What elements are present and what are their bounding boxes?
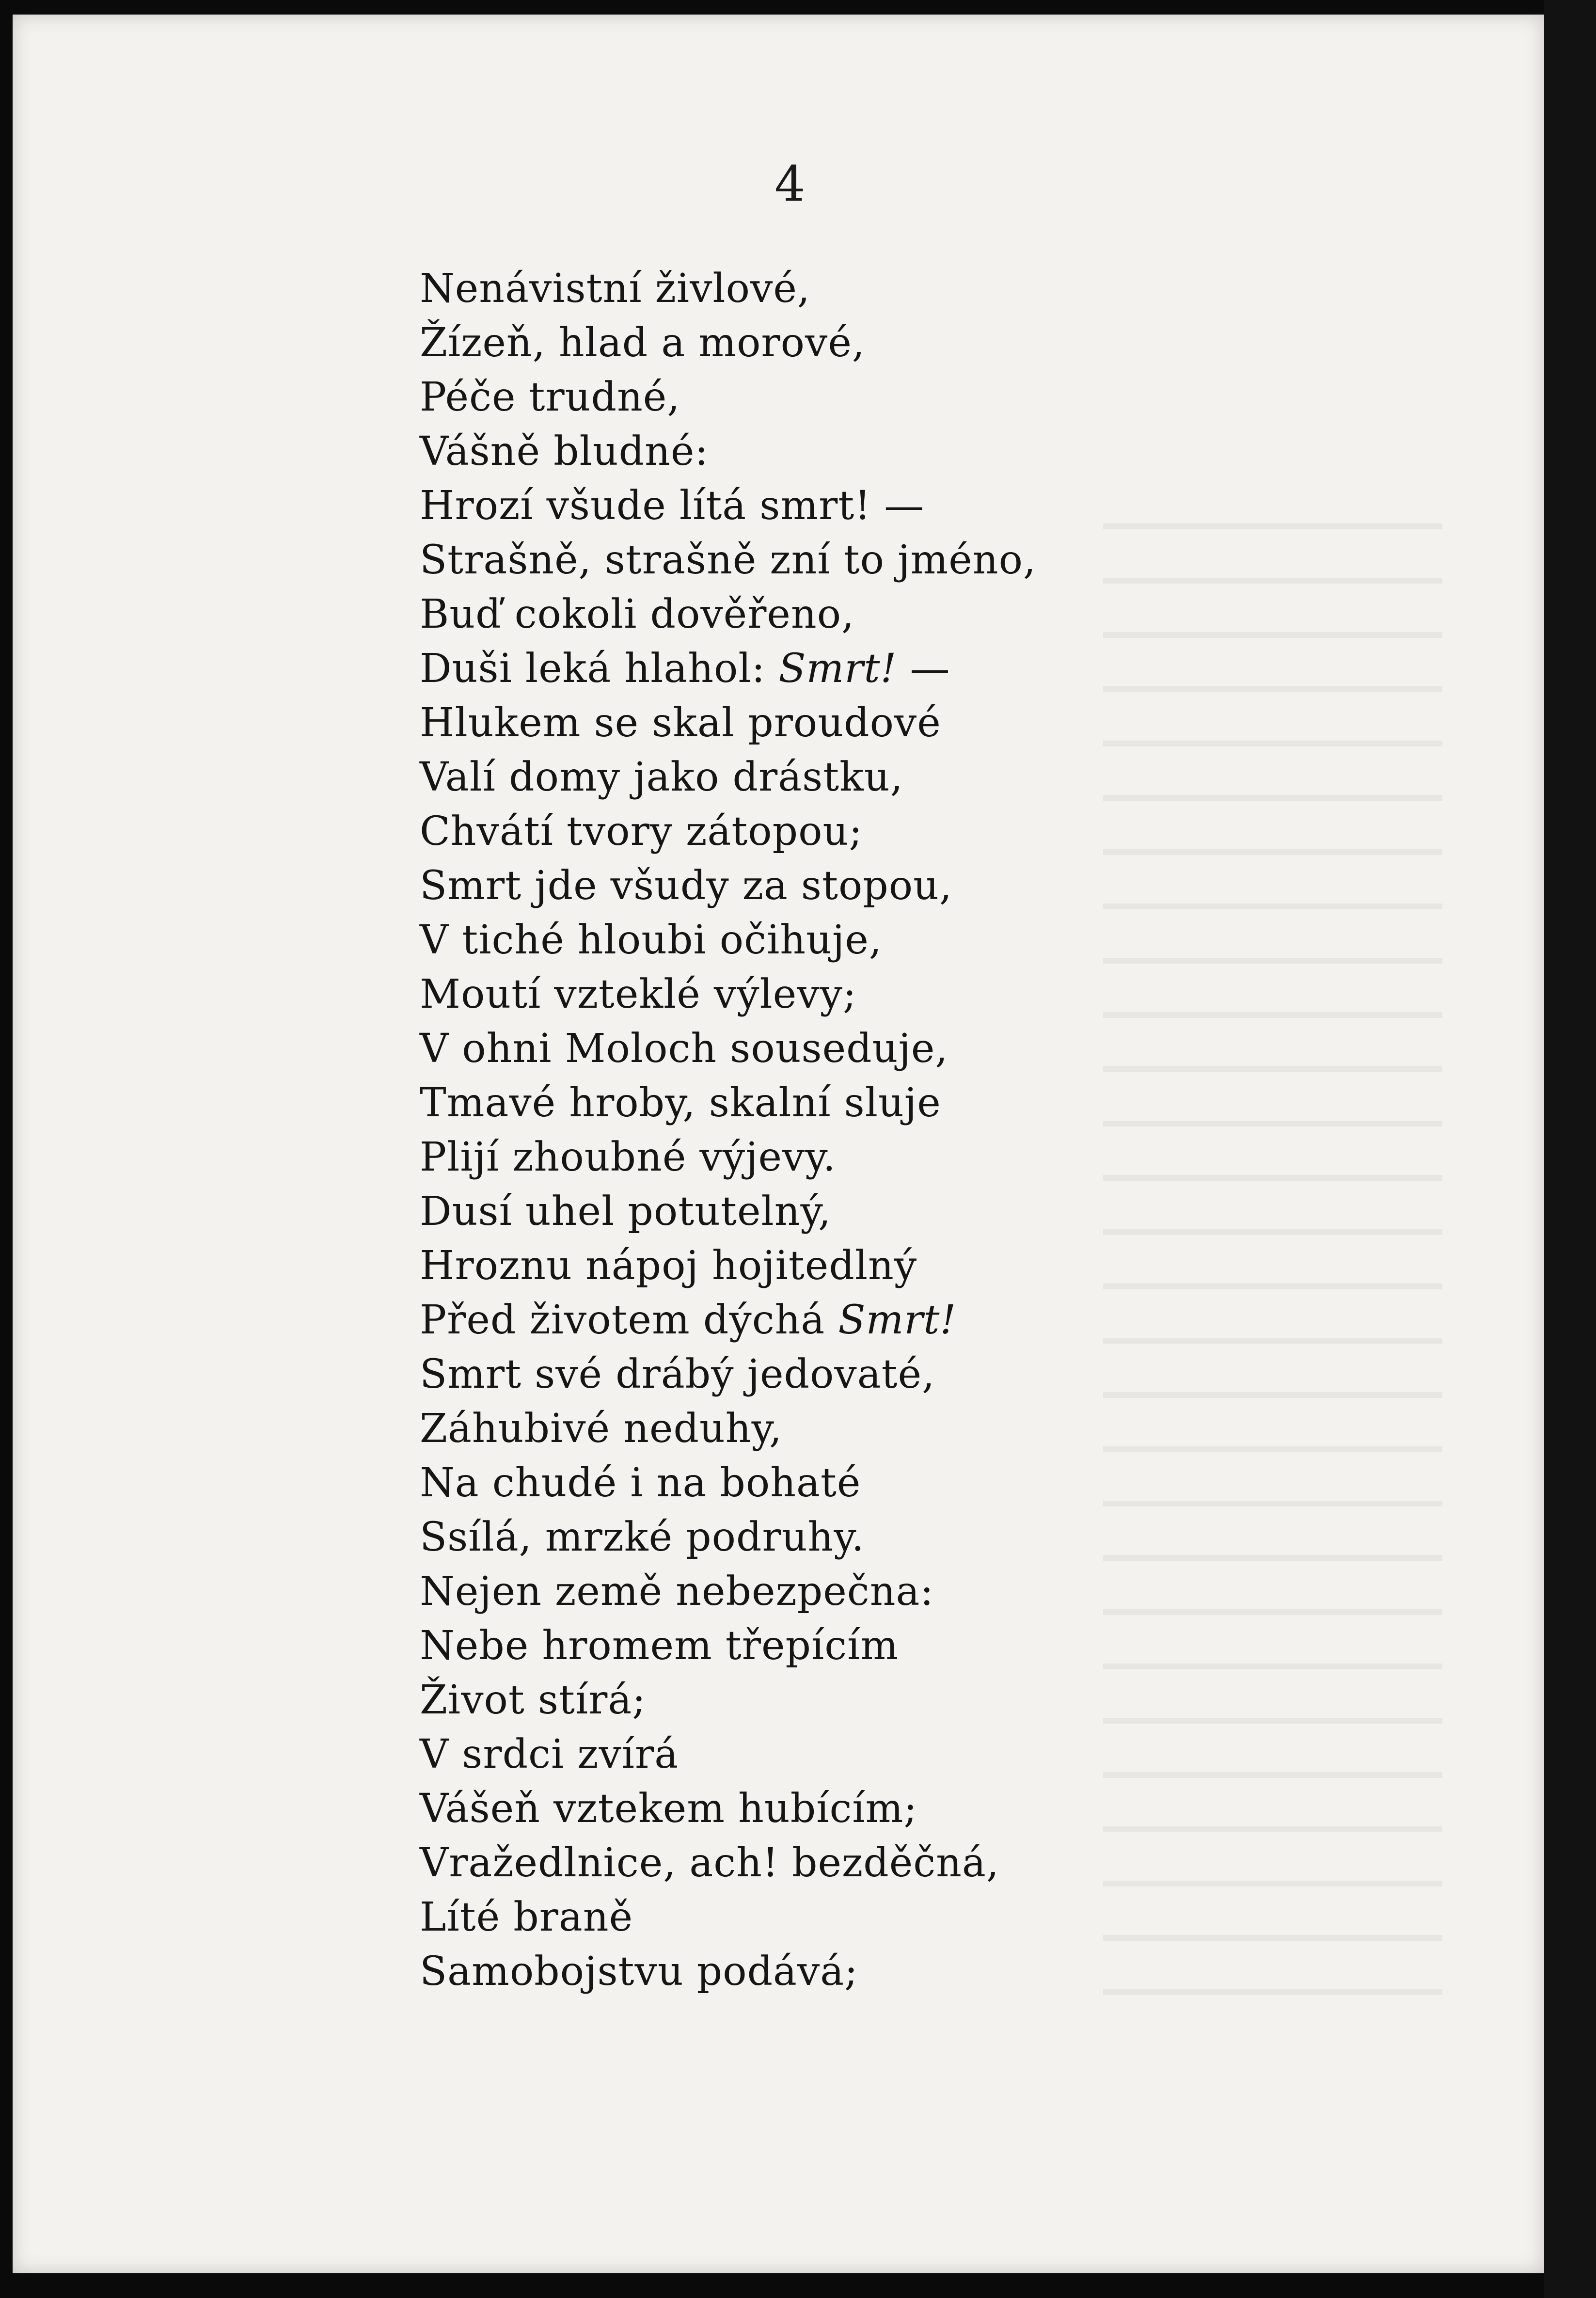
poem-line-text: Dusí uhel potutelný, xyxy=(420,1189,832,1235)
poem-line-text: Život stírá; xyxy=(420,1677,646,1723)
poem-line xyxy=(420,1022,1438,1076)
poem-line-text: Valí domy jako drástku, xyxy=(420,754,903,800)
poem-line xyxy=(420,1510,1438,1565)
poem-line xyxy=(420,642,1438,696)
poem-line xyxy=(420,425,1438,479)
poem-line xyxy=(420,1239,1438,1293)
scan-edge-shadow xyxy=(1544,0,1596,2298)
poem-line xyxy=(420,1402,1438,1456)
poem-line-text: Hroznu nápoj hojitedlný xyxy=(420,1243,917,1289)
poem-line-text: Před životem dýchá xyxy=(420,1297,838,1343)
poem-line xyxy=(420,1619,1438,1673)
poem-line-text: Hrozí všude lítá smrt! — xyxy=(420,483,925,529)
poem-line xyxy=(420,533,1438,587)
page-number: 4 xyxy=(774,156,806,212)
poem-line xyxy=(420,1782,1438,1836)
poem-line-text: Nejen země nebezpečna: xyxy=(420,1569,934,1615)
poem-line xyxy=(420,1456,1438,1510)
poem-text xyxy=(420,262,1438,1999)
poem-line-italic: Smrt! xyxy=(778,646,897,692)
poem-line xyxy=(420,913,1438,967)
poem-line-text: V ohni Moloch souseduje, xyxy=(420,1026,948,1072)
poem-line xyxy=(420,587,1438,642)
poem-line-text: Chvátí tvory zátopou; xyxy=(420,808,863,855)
poem-line xyxy=(420,1347,1438,1402)
poem-line-text: Líté braně xyxy=(420,1894,633,1940)
poem-line-italic: Smrt! xyxy=(838,1297,957,1343)
poem-line xyxy=(420,1130,1438,1185)
poem-line-text: V tiché hloubi očihuje, xyxy=(420,917,882,963)
poem-line xyxy=(420,1727,1438,1782)
poem-line-text: V srdci zvírá xyxy=(420,1731,679,1777)
poem-line-text: Vášně bludné: xyxy=(420,428,709,475)
poem-line-text: Vášeň vztekem hubícím; xyxy=(420,1786,917,1832)
poem-line xyxy=(420,262,1438,316)
poem-line xyxy=(420,750,1438,805)
poem-line xyxy=(420,370,1438,425)
poem-line xyxy=(420,696,1438,750)
poem-line-text: Vražedlnice, ach! bezděčná, xyxy=(420,1840,999,1886)
poem-line xyxy=(420,1565,1438,1619)
poem-line-text: Nenávistní živlové, xyxy=(420,266,810,312)
poem-line-text: Strašně, strašně zní to jméno, xyxy=(420,537,1037,583)
poem-line-text: Žízeň, hlad a morové, xyxy=(420,320,865,366)
poem-line xyxy=(420,1836,1438,1890)
poem-line-text: Smrt své drábý jedovaté, xyxy=(420,1351,935,1397)
poem-line xyxy=(420,1945,1438,1999)
poem-line-text: Ssílá, mrzké podruhy. xyxy=(420,1514,865,1560)
poem-line-text: Moutí vzteklé výlevy; xyxy=(420,971,857,1017)
poem-line xyxy=(420,1293,1438,1347)
poem-line-text: Plijí zhoubné výjevy. xyxy=(420,1134,836,1180)
poem-line xyxy=(420,805,1438,859)
poem-line-suffix: — xyxy=(897,646,950,692)
poem-line-text: Hlukem se skal proudové xyxy=(420,700,941,746)
poem-line xyxy=(420,1185,1438,1239)
poem-line xyxy=(420,1076,1438,1130)
poem-line xyxy=(420,316,1438,370)
poem-line-text: Nebe hromem třepícím xyxy=(420,1623,899,1669)
poem-line-text: Tmavé hroby, skalní sluje xyxy=(420,1080,941,1126)
poem-line xyxy=(420,1890,1438,1945)
poem-line-text: Duši leká hlahol: xyxy=(420,646,779,692)
poem-line-text: Na chudé i na bohaté xyxy=(420,1460,861,1506)
poem-line xyxy=(420,859,1438,913)
poem-line-text: Smrt jde všudy za stopou, xyxy=(420,863,953,909)
poem-line-text: Samobojstvu podává; xyxy=(420,1949,858,1995)
poem-line xyxy=(420,1673,1438,1727)
poem-line xyxy=(420,479,1438,533)
poem-line-text: Záhubivé neduhy, xyxy=(420,1406,783,1452)
poem-line xyxy=(420,967,1438,1022)
poem-line-text: Buď cokoli dověřeno, xyxy=(420,591,855,637)
poem-line-text: Péče trudné, xyxy=(420,374,680,420)
